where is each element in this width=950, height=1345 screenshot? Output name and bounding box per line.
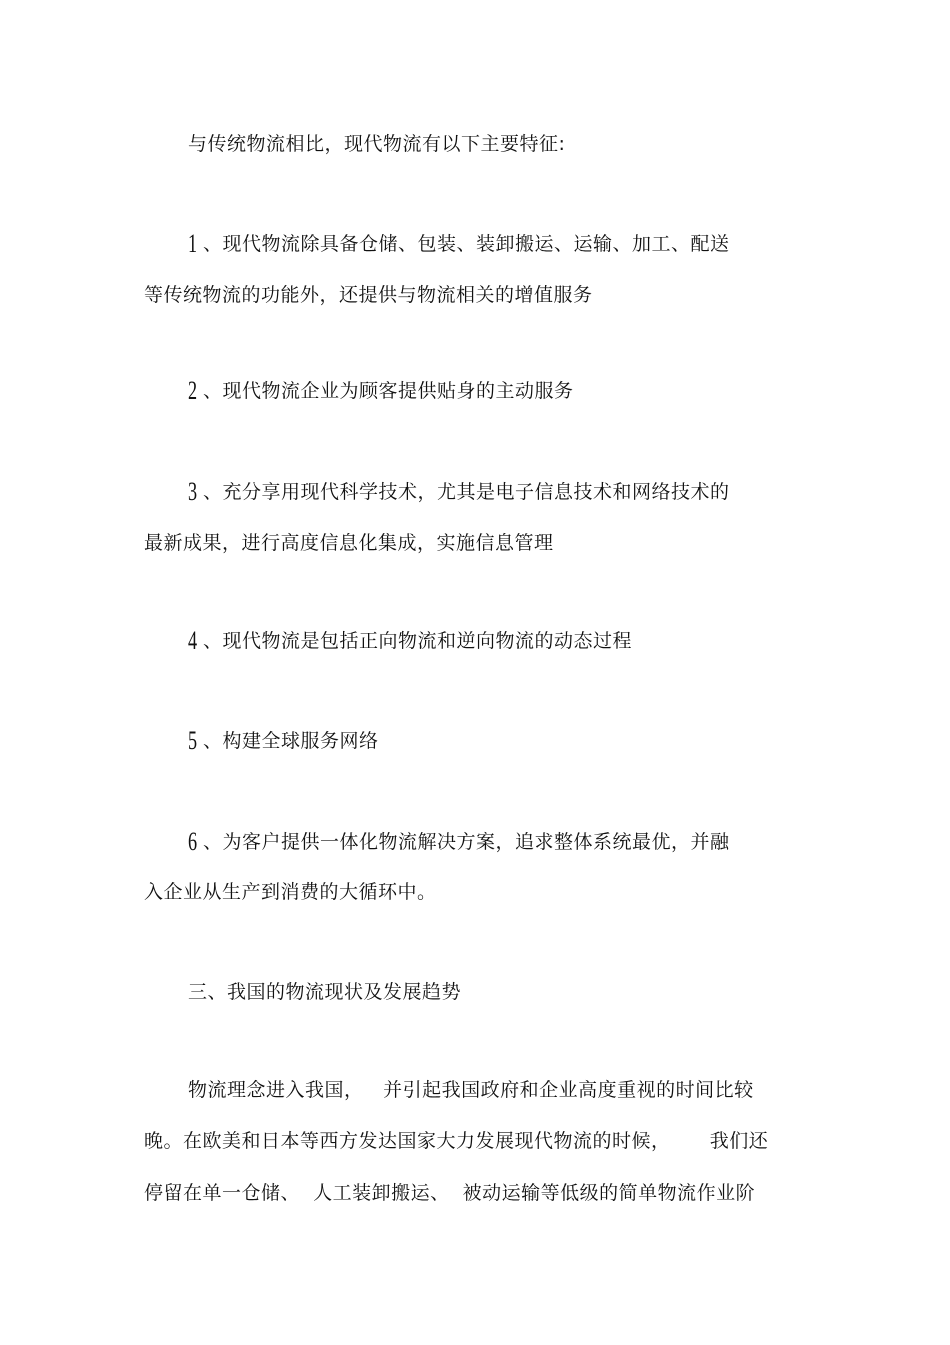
- item-number: 6: [188, 827, 198, 856]
- paragraph-line: 晚。在欧美和日本等西方发达国家大力发展现代物流的时候， 我们还: [144, 1130, 769, 1152]
- list-item-5: [188, 728, 379, 754]
- item-text: 、现代物流企业为顾客提供贴身的主动服务: [203, 380, 574, 402]
- list-item-6-continuation: 入企业从生产到消费的大循环中。: [144, 881, 437, 903]
- list-item-1: [188, 231, 730, 257]
- item-text: 、构建全球服务网络: [203, 730, 379, 752]
- item-text: 、现代物流除具备仓储、包装、装卸搬运、运输、加工、配送: [203, 233, 730, 255]
- list-item-2: [188, 378, 574, 404]
- item-number: 3: [188, 477, 198, 506]
- item-number: 5: [188, 726, 198, 755]
- item-text: 、充分享用现代科学技术，尤其是电子信息技术和网络技术的: [203, 481, 730, 503]
- list-item-4: [188, 628, 632, 654]
- list-item-3-continuation: 最新成果，进行高度信息化集成，实施信息管理: [144, 532, 554, 554]
- paragraph-line: 物流理念进入我国， 并引起我国政府和企业高度重视的时间比较: [188, 1079, 754, 1101]
- list-item-6: [188, 829, 730, 855]
- list-item-3: [188, 479, 730, 505]
- item-number: 1: [188, 229, 198, 258]
- item-number: 4: [188, 626, 198, 655]
- list-item-1-continuation: 等传统物流的功能外，还提供与物流相关的增值服务: [144, 284, 593, 306]
- item-text: 、现代物流是包括正向物流和逆向物流的动态过程: [203, 630, 633, 652]
- section-heading: 三、我国的物流现状及发展趋势: [188, 981, 462, 1003]
- item-text: 、为客户提供一体化物流解决方案，追求整体系统最优，并融: [203, 831, 730, 853]
- intro-text: 与传统物流相比，现代物流有以下主要特征:: [188, 133, 566, 155]
- paragraph-line: 停留在单一仓储、 人工装卸搬运、 被动运输等低级的简单物流作业阶: [144, 1182, 756, 1204]
- item-number: 2: [188, 376, 198, 405]
